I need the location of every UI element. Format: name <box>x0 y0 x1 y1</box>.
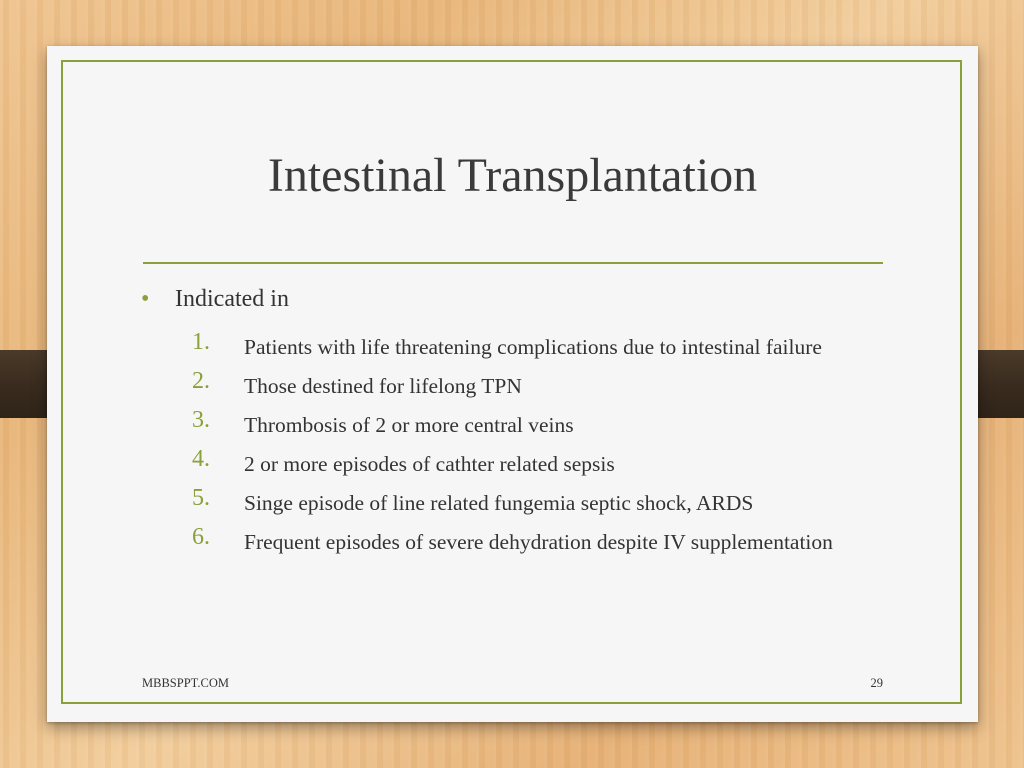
list-item-text: 2 or more episodes of cathter related sepsis <box>244 452 615 476</box>
list-item-number: 5. <box>192 485 210 511</box>
list-item <box>192 407 892 440</box>
list-item <box>192 485 892 518</box>
title-divider <box>143 262 883 264</box>
page-number: 29 <box>870 676 883 690</box>
footer-source: MBBSPPT.COM <box>142 676 229 690</box>
list-item-text: Thrombosis of 2 or more central veins <box>244 413 574 437</box>
list-item-number: 6. <box>192 524 210 550</box>
list-item-text: Those destined for lifelong TPN <box>244 374 522 398</box>
bullet-dot-icon: • <box>141 286 150 312</box>
list-item <box>192 524 892 557</box>
bullet-text: Indicated in <box>175 286 289 312</box>
list-item-number: 3. <box>192 407 210 433</box>
slide <box>47 46 978 722</box>
list-item-number: 2. <box>192 368 210 394</box>
list-item-number: 4. <box>192 446 210 472</box>
slide-title: Intestinal Transplantation <box>267 149 758 202</box>
list-item-text: Frequent episodes of severe dehydration despite IV supplementation <box>244 530 833 554</box>
list-item-text: Patients with life threatening complications due to intestinal failure <box>244 335 822 359</box>
numbered-list <box>192 329 892 567</box>
list-item <box>192 368 892 401</box>
list-item <box>192 446 892 479</box>
list-item <box>192 329 892 362</box>
list-item-text: Singe episode of line related fungemia septic shock, ARDS <box>244 491 754 515</box>
list-item-number: 1. <box>192 329 210 355</box>
bullet-item <box>141 284 289 314</box>
